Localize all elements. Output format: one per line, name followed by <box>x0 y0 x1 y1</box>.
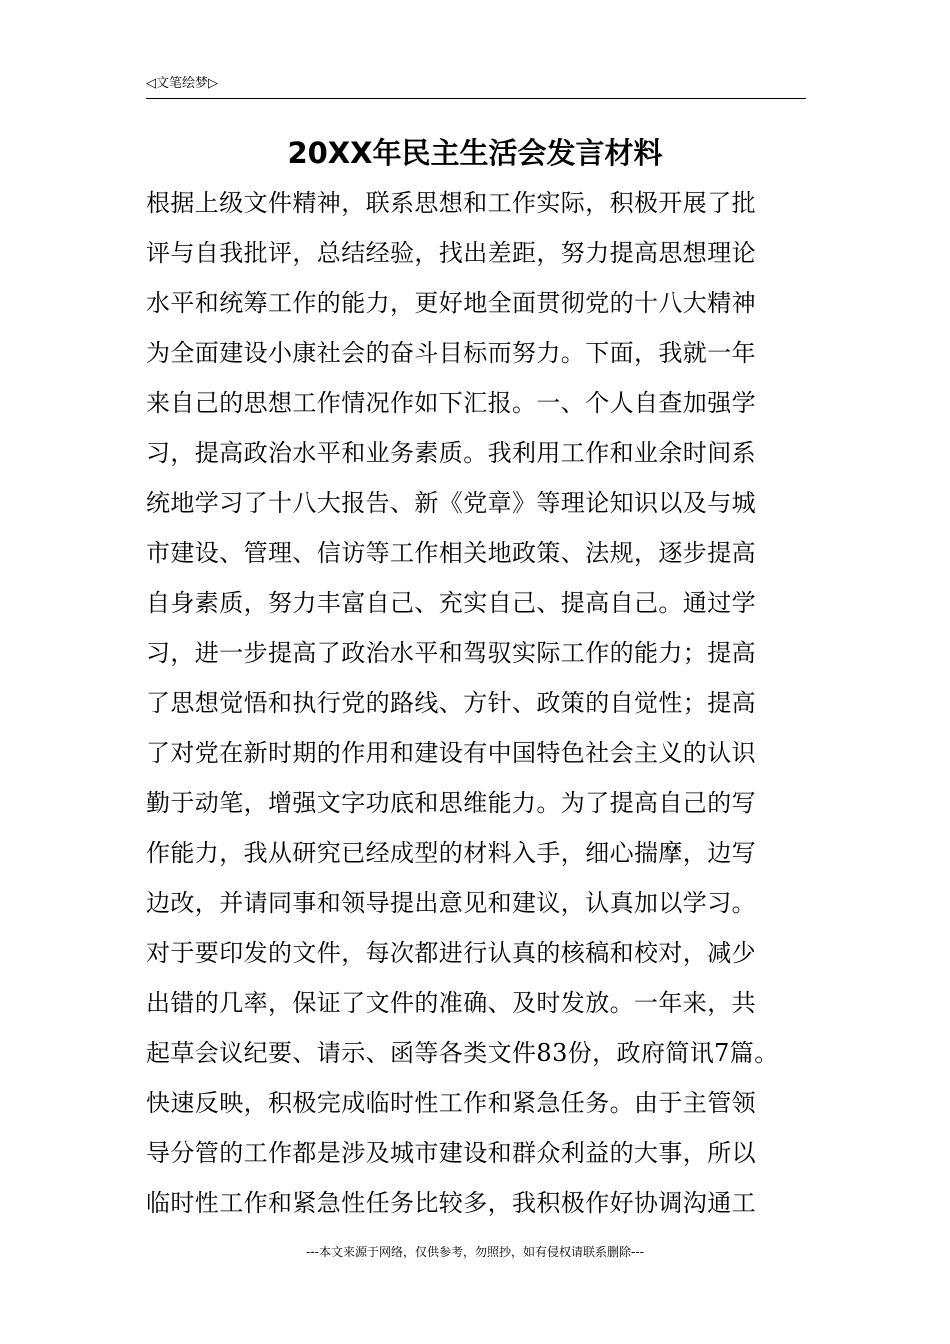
body-line: 导分管的工作都是涉及城市建设和群众利益的大事，所以 <box>146 1139 756 1167</box>
page-header <box>146 74 806 99</box>
body-line: 统地学习了十八大报告、新《党章》等理论知识以及与城 <box>146 489 756 517</box>
document-body <box>146 178 836 1228</box>
body-line: 快速反映，积极完成临时性工作和紧急任务。由于主管领 <box>146 1089 756 1117</box>
body-line: 自身素质，努力丰富自己、充实自己、提高自己。通过学 <box>146 589 756 617</box>
header-brand-text: ◁文笔绘梦▷ <box>146 76 218 91</box>
body-line: 根据上级文件精神，联系思想和工作实际，积极开展了批 <box>146 189 756 217</box>
body-line: 来自己的思想工作情况作如下汇报。一、个人自查加强学 <box>146 389 756 417</box>
body-line: 习，提高政治水平和业务素质。我利用工作和业余时间系 <box>146 439 756 467</box>
body-line: 评与自我批评，总结经验，找出差距，努力提高思想理论 <box>146 239 756 267</box>
body-line: 了对党在新时期的作用和建设有中国特色社会主义的认识 <box>146 739 756 767</box>
body-line: 边改，并请同事和领导提出意见和建议，认真加以学习。 <box>146 889 756 917</box>
body-line: 习，进一步提高了政治水平和驾驭实际工作的能力；提高 <box>146 639 756 667</box>
body-line: 起草会议纪要、请示、函等各类文件83份，政府简讯7篇。 <box>146 1039 779 1067</box>
body-line: 出错的几率，保证了文件的准确、及时发放。一年来，共 <box>146 989 756 1017</box>
page-footer: ---本文来源于网络，仅供参考，勿照抄，如有侵权请联系删除--- <box>306 1245 644 1259</box>
body-line: 勤于动笔，增强文字功底和思维能力。为了提高自己的写 <box>146 789 756 817</box>
body-line: 临时性工作和紧急性任务比较多，我积极作好协调沟通工 <box>146 1189 756 1217</box>
body-line: 了思想觉悟和执行党的路线、方针、政策的自觉性；提高 <box>146 689 756 717</box>
body-line: 市建设、管理、信访等工作相关地政策、法规，逐步提高 <box>146 539 756 567</box>
document-title: 20XX年民主生活会发言材料 <box>287 136 663 170</box>
body-line: 为全面建设小康社会的奋斗目标而努力。下面，我就一年 <box>146 339 756 367</box>
body-line: 水平和统筹工作的能力，更好地全面贯彻党的十八大精神 <box>146 289 756 317</box>
body-line: 作能力，我从研究已经成型的材料入手，细心揣摩，边写 <box>146 839 756 867</box>
body-line: 对于要印发的文件，每次都进行认真的核稿和校对，减少 <box>146 939 756 967</box>
